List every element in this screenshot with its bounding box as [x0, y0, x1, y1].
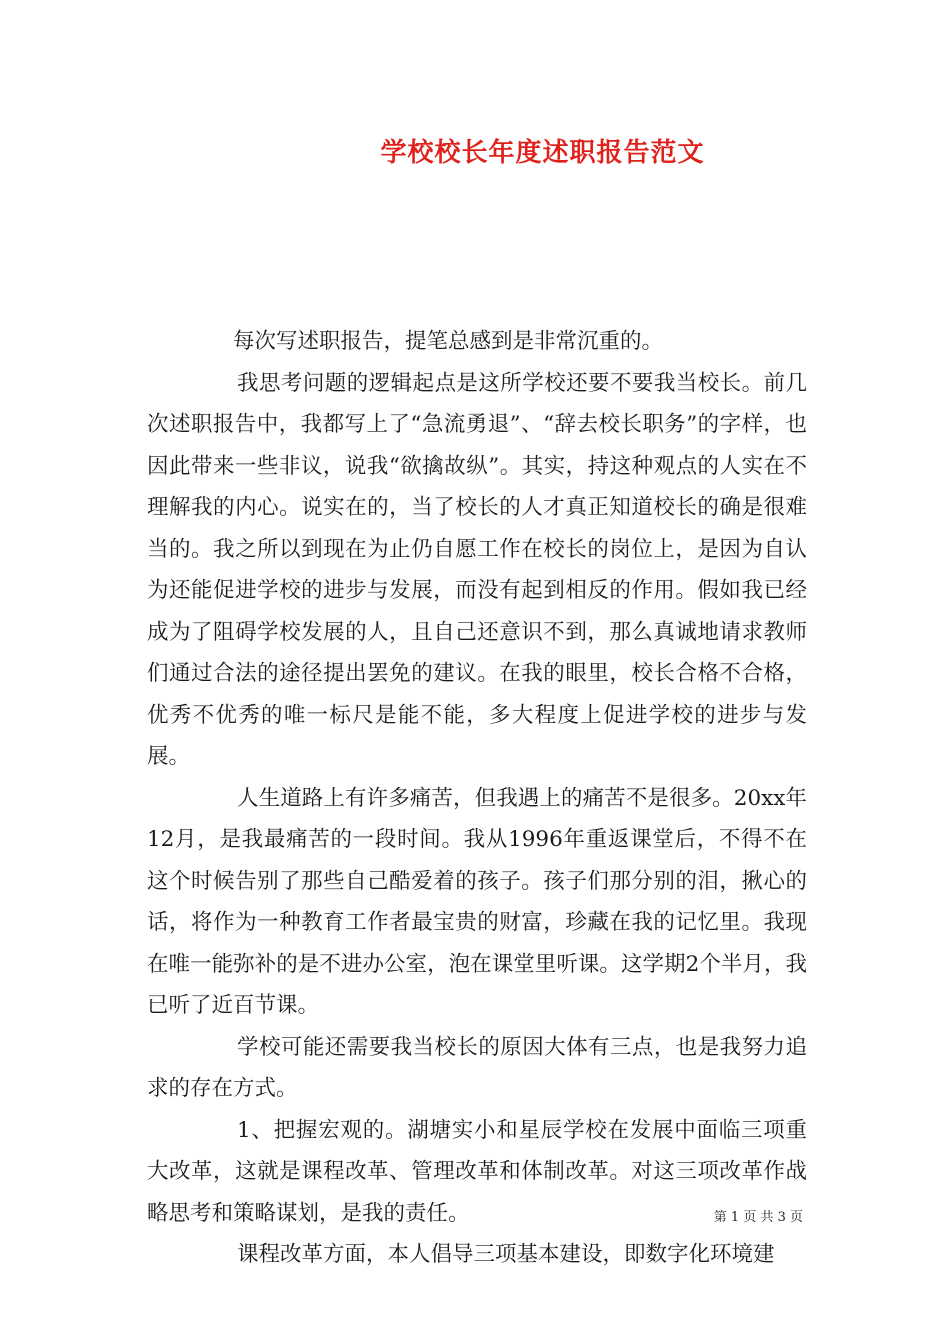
- document-title: 学校校长年度述职报告范文: [380, 138, 705, 168]
- paragraph: 我思考问题的逻辑起点是这所学校还要不要我当校长。前几次述职报告中，我都写上了“急流勇退”、“辞去校长职务”的字样，也因此带来一些非议，说我“欲擒故纵”。其实，持这种观点的人实在不理解我的内心。说实在的，当了校长的人才真正知道校长的确是很难当的。我之所以到现在为止仍自愿工作在校长的岗位上，是因为自认为还能促进学校的进步与发展，而没有起到相反的作用。假如我已经成为了阻碍学校发展的人，且自己还意识不到，那么真诚地请求教师们通过合法的途径提出罢免的建议。在我的眼里，校长合格不合格，优秀不优秀的唯一标尺是能不能，多大程度上促进学校的进步与发展。: [147, 370, 807, 769]
- document-body: [147, 321, 807, 1276]
- paragraph: 课程改革方面，本人倡导三项基本建设，即数字化环境建: [237, 1242, 775, 1267]
- paragraph: 1、把握宏观的。湖塘实小和星辰学校在发展中面临三项重大改革，这就是课程改革、管理改革和体制改革。对这三项改革作战略思考和策略谋划，是我的责任。: [147, 1117, 807, 1226]
- page-number-footer: 第 1 页 共 3 页: [713, 1210, 803, 1225]
- paragraph: 每次写述职报告，提笔总感到是非常沉重的。: [233, 329, 664, 354]
- paragraph: 人生道路上有许多痛苦，但我遇上的痛苦不是很多。20xx年12月，是我最痛苦的一段时间。我从1996年重返课堂后，不得不在这个时候告别了那些自己酷爱着的孩子。孩子们那分别的泪，揪心的话，将作为一种教育工作者最宝贵的财富，珍藏在我的记忆里。我现在唯一能弥补的是不进办公室，泡在课堂里听课。这学期2个半月，我已听了近百节课。: [147, 785, 807, 1018]
- paragraph: 学校可能还需要我当校长的原因大体有三点，也是我努力追求的存在方式。: [147, 1034, 807, 1101]
